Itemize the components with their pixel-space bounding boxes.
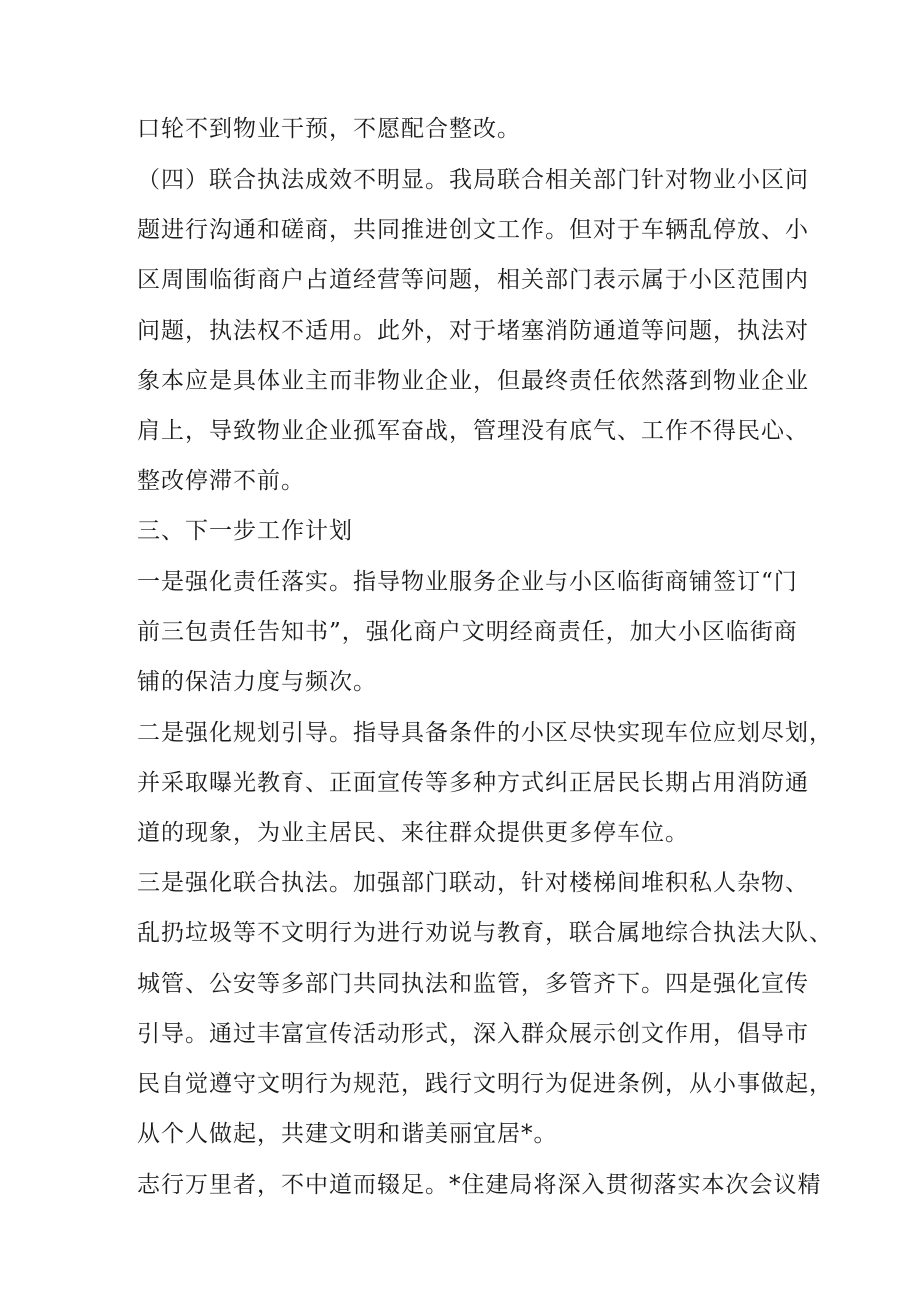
text-line: 三是强化联合执法。加强部门联动，针对楼梯间堆积私人杂物、 [137, 870, 809, 896]
text-line: 口轮不到物业干预，不愿配合整改。 [137, 116, 521, 142]
text-line: 题进行沟通和磋商，共同推进创文工作。但对于车辆乱停放、小 [137, 217, 809, 243]
text-line: 象本应是具体业主而非物业企业，但最终责任依然落到物业企业 [137, 368, 809, 394]
text-line: 铺的保洁力度与频次。 [137, 669, 377, 695]
text-line: （四）联合执法成效不明显。我局联合相关部门针对物业小区问 [137, 167, 809, 193]
text-line: 整改停滞不前。 [137, 468, 305, 494]
text-line: 乱扔垃圾等不文明行为进行劝说与教育，联合属地综合执法大队、 [137, 920, 833, 946]
text-line: 道的现象，为业主居民、来往群众提供更多停车位。 [137, 820, 689, 846]
text-line: 志行万里者，不中道而辍足。*住建局将深入贯彻落实本次会议精 [137, 1172, 822, 1198]
text-line: 引导。通过丰富宣传活动形式，深入群众展示创文作用，倡导市 [137, 1021, 809, 1047]
section-heading: 三、下一步工作计划 [137, 518, 353, 544]
text-line: 一是强化责任落实。指导物业服务企业与小区临街商铺签订“门 [137, 569, 798, 595]
text-line: 民自觉遵守文明行为规范，践行文明行为促进条例，从小事做起， [137, 1071, 833, 1097]
text-line: 从个人做起，共建文明和谐美丽宜居*。 [137, 1121, 558, 1147]
text-line: 区周围临街商户占道经营等问题，相关部门表示属于小区范围内 [137, 267, 809, 293]
text-line: 问题，执法权不适用。此外，对于堵塞消防通道等问题，执法对 [137, 318, 809, 344]
text-line: 二是强化规划引导。指导具备条件的小区尽快实现车位应划尽划， [137, 720, 833, 746]
text-line: 城管、公安等多部门共同执法和监管，多管齐下。四是强化宣传 [137, 971, 809, 997]
text-line: 前三包责任告知书”，强化商户文明经商责任，加大小区临街商 [137, 619, 798, 645]
text-line: 肩上，导致物业企业孤军奋战，管理没有底气、工作不得民心、 [137, 418, 809, 444]
text-line: 并采取曝光教育、正面宣传等多种方式纠正居民长期占用消防通 [137, 770, 809, 796]
